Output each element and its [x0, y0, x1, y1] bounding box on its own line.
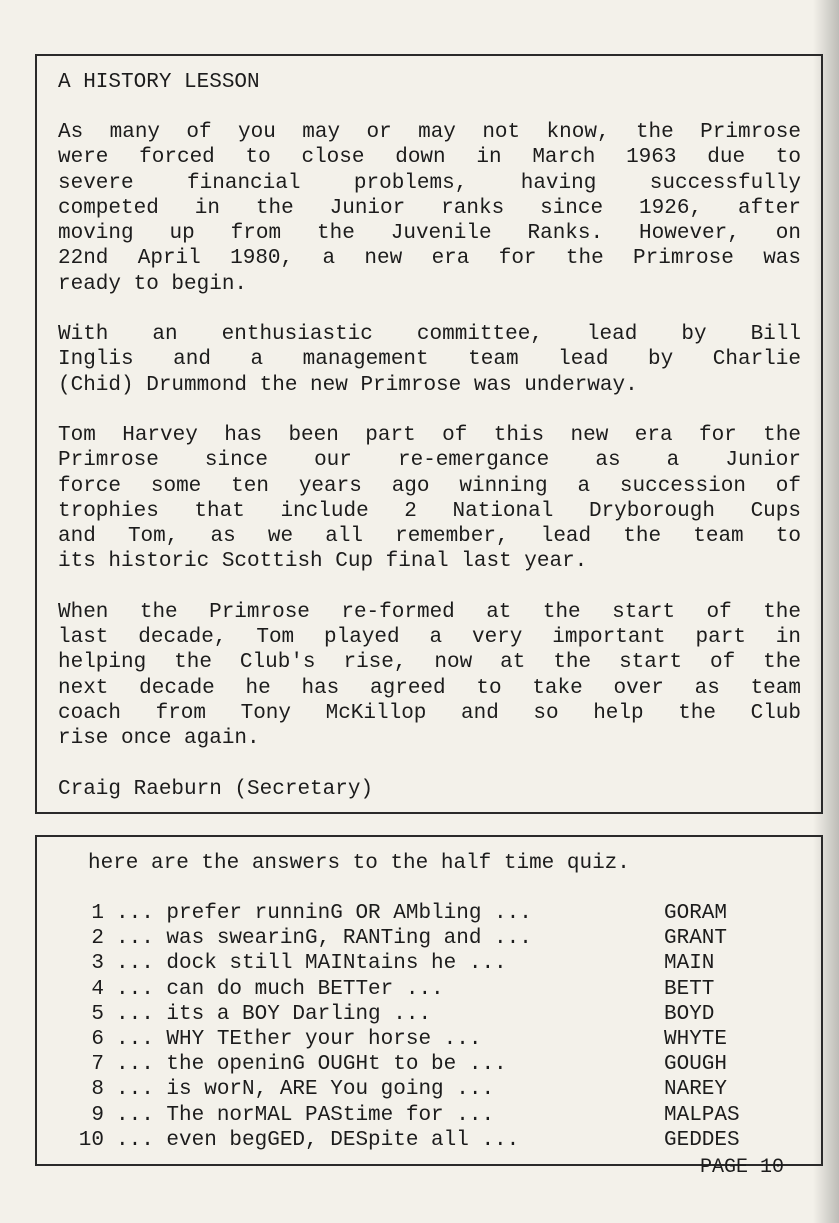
history-paragraph: [58, 423, 801, 575]
page-number: PAGE 10: [700, 1156, 785, 1179]
quiz-number: 3: [91, 952, 104, 976]
quiz-answer-row: [58, 1128, 801, 1153]
quiz-clue: ... The norMAL PAStime for ...: [116, 1103, 495, 1127]
quiz-answer-row: [58, 1077, 801, 1102]
quiz-clue: ... was swearinG, RANTing and ...: [116, 927, 532, 951]
quiz-answer-row: [58, 1027, 801, 1052]
quiz-answer-row: [58, 901, 801, 926]
text-line: were forced to close down in March 1963 due to: [58, 146, 801, 170]
quiz-answers-box: [35, 835, 823, 1166]
text-line: Primrose since our re-emergance as a Junior: [58, 449, 801, 473]
quiz-answer: GEDDES: [664, 1128, 740, 1152]
text-line: With an enthusiastic committee, lead by Bill: [58, 323, 801, 347]
quiz-clue: ... dock still MAINtains he ...: [116, 952, 507, 976]
text-line: force some ten years ago winning a succession of: [58, 474, 801, 498]
history-paragraph: [58, 322, 801, 398]
quiz-number: 4: [91, 977, 104, 1001]
quiz-answer-row: [58, 1002, 801, 1027]
text-line: Tom Harvey has been part of this new era for the: [58, 423, 801, 447]
text-line: next decade he has agreed to take over as team: [58, 676, 801, 700]
text-line: Inglis and a management team lead by Charlie: [58, 348, 801, 372]
text-line: trophies that include 2 National Dryborough Cups: [58, 499, 801, 523]
history-paragraphs: [58, 120, 801, 752]
text-line: severe financial problems, having successfully: [58, 171, 801, 195]
quiz-number: 8: [91, 1078, 104, 1102]
quiz-heading: here are the answers to the half time quiz.: [88, 852, 630, 875]
quiz-answer-list: [58, 901, 801, 1153]
quiz-number: 5: [91, 1002, 104, 1026]
quiz-clue: ... the openinG OUGHt to be ...: [116, 1053, 507, 1077]
quiz-number: 1: [91, 902, 104, 925]
text-line: coach from Tony McKillop and so help the Club: [58, 701, 801, 725]
quiz-answer: NAREY: [664, 1078, 728, 1102]
quiz-clue: ... prefer runninG OR AMbling ...: [116, 902, 532, 925]
text-line: (Chid) Drummond the new Primrose was underway.: [58, 373, 638, 397]
quiz-number: 2: [91, 927, 104, 951]
text-line: its historic Scottish Cup final last year.: [58, 550, 588, 574]
quiz-clue: ... even begGED, DESpite all ...: [116, 1128, 520, 1152]
history-paragraph: [58, 600, 801, 752]
text-line: competed in the Junior ranks since 1926, after: [58, 196, 801, 220]
text-line: ready to begin.: [58, 272, 248, 296]
quiz-answer: GRANT: [664, 927, 728, 951]
quiz-answer-row: [58, 951, 801, 976]
quiz-answer: BOYD: [664, 1002, 715, 1026]
quiz-answer: BETT: [664, 977, 715, 1001]
text-line: rise once again.: [58, 727, 260, 751]
quiz-clue: ... is worN, ARE You going ...: [116, 1078, 495, 1102]
quiz-number: 10: [78, 1128, 104, 1152]
text-line: When the Primrose re-formed at the start of the: [58, 600, 801, 624]
history-paragraph: [58, 120, 801, 297]
text-line: As many of you may or may not know, the Primrose: [58, 121, 801, 144]
quiz-clue: ... can do much BETTer ...: [116, 977, 444, 1001]
quiz-answer: MAIN: [664, 952, 715, 976]
quiz-answer-row: [58, 1103, 801, 1128]
text-line: and Tom, as we all remember, lead the team to: [58, 525, 801, 549]
quiz-answer-row: [58, 977, 801, 1002]
quiz-answer: GOUGH: [664, 1053, 728, 1077]
quiz-answer-row: [58, 1052, 801, 1077]
quiz-answer: WHYTE: [664, 1028, 728, 1052]
text-line: moving up from the Juvenile Ranks. However, on: [58, 222, 801, 246]
text-line: 22nd April 1980, a new era for the Primrose was: [58, 247, 801, 271]
quiz-answer: MALPAS: [664, 1103, 740, 1127]
text-line: last decade, Tom played a very important part in: [58, 626, 801, 650]
quiz-clue: ... its a BOY Darling ...: [116, 1002, 432, 1026]
quiz-clue: ... WHY TEther your horse ...: [116, 1028, 482, 1052]
quiz-answer: GORAM: [664, 902, 728, 925]
history-lesson-box: [35, 54, 823, 814]
quiz-answer-row: [58, 926, 801, 951]
quiz-number: 7: [91, 1053, 104, 1077]
signature: Craig Raeburn (Secretary): [58, 777, 374, 801]
quiz-number: 6: [91, 1028, 104, 1052]
history-title: A HISTORY LESSON: [58, 71, 260, 94]
text-line: helping the Club's rise, now at the start of the: [58, 651, 801, 675]
quiz-number: 9: [91, 1103, 104, 1127]
